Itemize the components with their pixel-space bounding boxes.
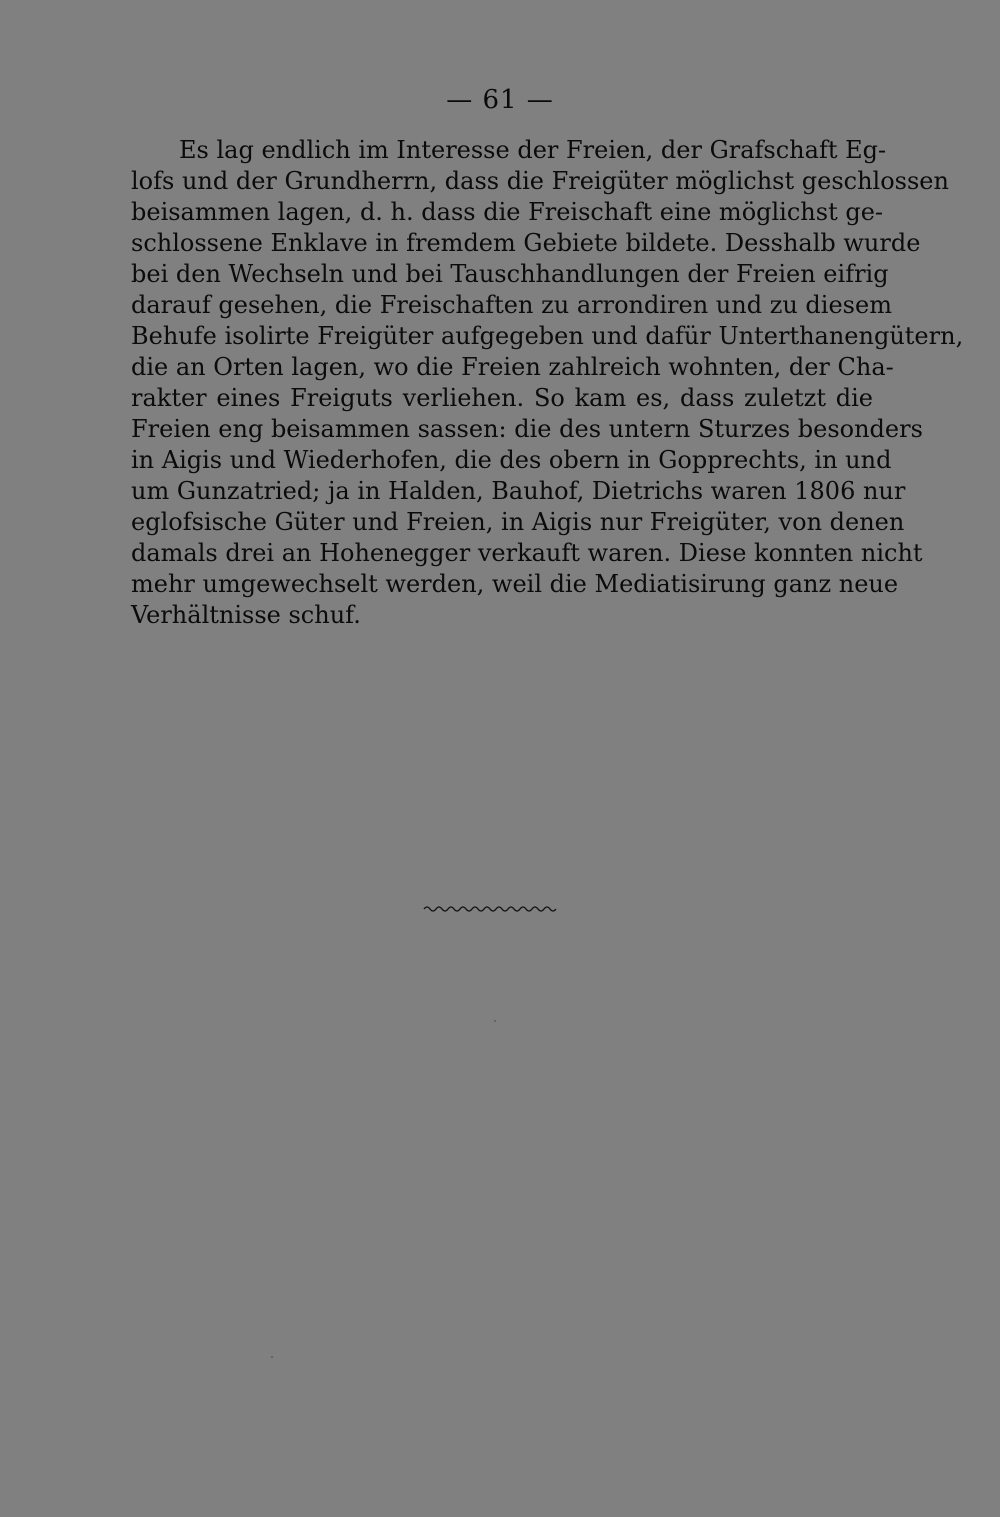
text-line: rakter eines Freiguts verliehen. So kam es, dass zuletzt die [131,384,873,412]
page-number: — 61 — [446,85,554,115]
text-line: um Gunzatried; ja in Halden, Bauhof, Dietrichs waren 1806 nur [131,477,906,505]
paper-speck [271,1356,273,1358]
text-line: lofs und der Grundherrn, dass die Freigüter möglichst geschlossen [131,167,949,195]
text-line: Verhältnisse schuf. [131,601,361,629]
text-line: bei den Wechseln und bei Tauschhandlungen der Freien eifrig [131,260,889,288]
text-line: mehr umgewechselt werden, weil die Mediatisirung ganz neue [131,570,899,598]
wavy-rule-ornament-icon [423,902,557,916]
text-line: Behufe isolirte Freigüter aufgegeben und dafür Unterthanengütern, [131,322,964,350]
text-line: schlossene Enklave in fremdem Gebiete bildete. Desshalb wurde [131,229,921,257]
text-line: die an Orten lagen, wo die Freien zahlreich wohnten, der Cha- [131,353,894,381]
text-line: Freien eng beisammen sassen: die des untern Sturzes besonders [131,415,923,443]
text-line: damals drei an Hohenegger verkauft waren. Diese konnten nicht [131,539,923,567]
text-line: Es lag endlich im Interesse der Freien, der Grafschaft Eg- [179,136,887,164]
text-line: in Aigis und Wiederhofen, die des obern in Gopprechts, in und [131,446,892,474]
text-line: eglofsische Güter und Freien, in Aigis nur Freigüter, von denen [131,508,905,536]
body-paragraph [131,135,964,631]
paper-speck [494,1020,496,1022]
text-line: beisammen lagen, d. h. dass die Freischaft eine möglichst ge- [131,198,884,226]
text-line: darauf gesehen, die Freischaften zu arrondiren und zu diesem [131,291,892,319]
